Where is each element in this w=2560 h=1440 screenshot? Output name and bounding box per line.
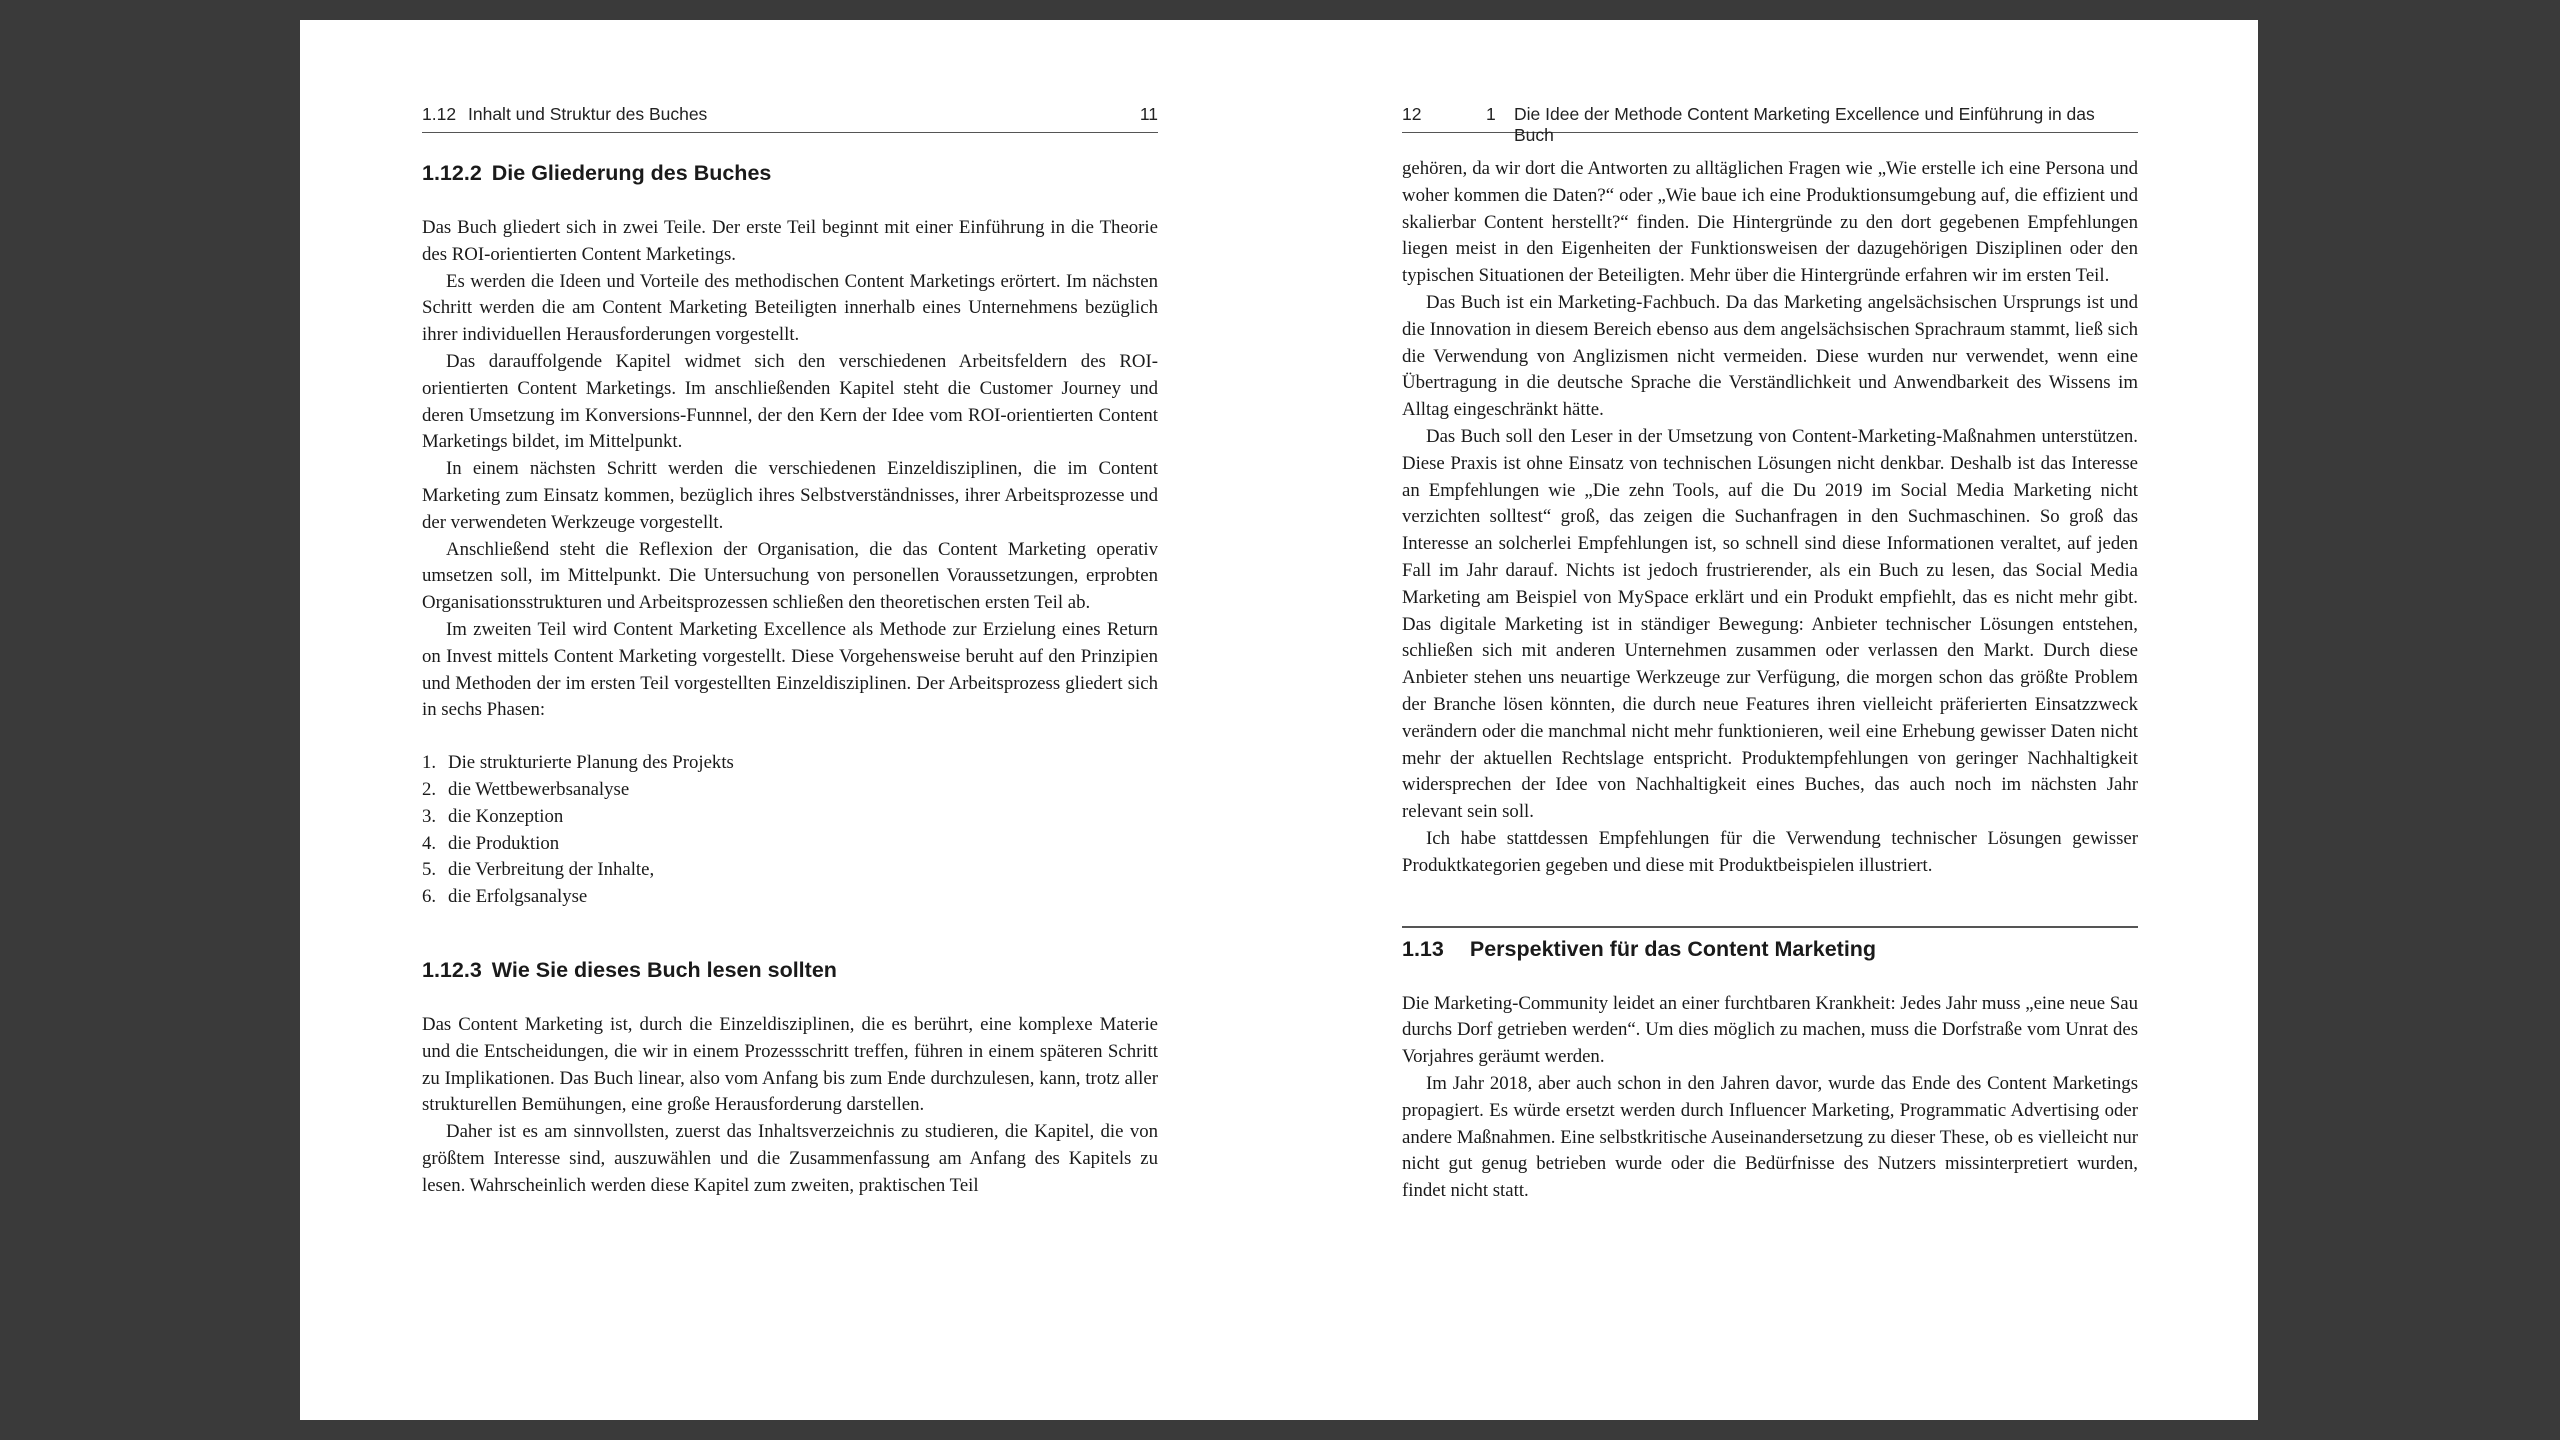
paragraph: In einem nächsten Schritt werden die verschiedenen Einzeldisziplinen, die im Content Marketing zum Einsatz kommen, bezüglich ihres Selbstverständnisses, ihrer Arbeitsprozesse und der verwendeten Werkzeuge vorgestellt. — [422, 458, 1158, 533]
paragraph: Daher ist es am sinnvollsten, zuerst das Inhaltsverzeichnis zu studieren, die Kapitel, die von größtem Interesse sind, auszuwählen und die Zusammenfassung am Anfang des Kapitels zu lesen. Wahrscheinlich werden diese Kapitel zum zweiten, praktischen Teil — [422, 1121, 1158, 1196]
section-heading-1-12-2 — [422, 160, 1158, 187]
paragraph: Ich habe stattdessen Empfehlungen für die Verwendung technischer Lösungen gewisser Produktkategorien gegeben und diese mit Produktbeispielen illustriert. — [1402, 827, 2138, 876]
paragraph: Das Content Marketing ist, durch die Einzeldisziplinen, die es berührt, eine komplexe Materie und die Entscheidungen, die wir in einem Prozessschritt treffen, führen in einem späteren Schritt zu Implikationen. Das Buch linear, also vom Anfang bis zum Ende durchzulesen, kann, trotz aller strukturellen Bemühungen, eine große Herausforderung darstellen. — [422, 1013, 1158, 1116]
paragraph: Das Buch gliedert sich in zwei Teile. Der erste Teil beginnt mit einer Einführung in die Theorie des ROI-orientierten Content Marketings. — [422, 217, 1158, 265]
running-head-section-number: 1.12 — [422, 104, 457, 124]
running-head-section-title: Inhalt und Struktur des Buches — [468, 104, 708, 124]
paragraph: Im zweiten Teil wird Content Marketing Excellence als Methode zur Erzielung eines Return on Invest mittels Content Marketing vorgestellt. Diese Vorgehensweise beruht auf den Prinzipien und Methoden der im ersten Teil vorgestellten Einzeldisziplinen. Der Arbeitsprozess gliedert sich in sechs Phasen: — [422, 618, 1158, 721]
section-heading-1-12-3 — [422, 957, 1158, 984]
running-head-chapter-title: Die Idee der Methode Content Marketing Excellence und Einführung in das Buch — [1514, 104, 2095, 145]
book-spread — [300, 20, 2258, 1420]
running-head-left — [422, 102, 1158, 133]
paragraph: gehören, da wir dort die Antworten zu alltäglichen Fragen wie „Wie erstelle ich eine Persona und woher kommen die Daten?“ oder „Wie baue ich eine Produktionsumgebung auf, die effizient und skalierbar Content herstellt?“ finden. Die Hintergründe zu den dort gegebenen Empfehlungen liegen meist in den Eigenheiten der Funktionsweisen der dazugehörigen Disziplinen oder den typischen Situationen der Beteiligten. Mehr über die Hintergründe erfahren wir im ersten Teil. — [1402, 158, 2138, 287]
section-heading-1-13 — [1402, 926, 2138, 963]
right-page-body — [1402, 156, 2138, 1205]
section-number: 1.12.3 — [422, 957, 482, 982]
paragraph: Anschließend steht die Reflexion der Organisation, die das Content Marketing operativ umsetzen soll, im Mittelpunkt. Die Untersuchung von personellen Voraussetzungen, erprobten Organisationsstrukturen und Arbeitsprozessen schließen den theoretischen ersten Teil ab. — [422, 538, 1158, 614]
list-item: 3. die Konzeption — [422, 805, 564, 827]
section-number: 1.13 — [1402, 936, 1444, 961]
running-head-right — [1402, 102, 2138, 145]
phases-list — [422, 750, 1158, 911]
paragraph: Die Marketing-Community leidet an einer furchtbaren Krankheit: Jedes Jahr muss „eine neue Sau durchs Dorf getrieben werden“. Um dies möglich zu machen, muss die Dorfstraße vom Unrat des Vorjahres geräumt werden. — [1402, 992, 2138, 1068]
list-item: 1. Die strukturierte Planung des Projekts — [422, 752, 734, 774]
page-number: 12 — [1402, 104, 1422, 124]
section-title: Die Gliederung des Buches — [491, 161, 772, 185]
page-number: 11 — [1139, 104, 1158, 124]
section-title: Wie Sie dieses Buch lesen sollten — [491, 957, 837, 982]
paragraph: Im Jahr 2018, aber auch schon in den Jahren davor, wurde das Ende des Content Marketings propagiert. Es würde ersetzt werden durch Influencer Marketing, Programmatic Advertising oder andere Maßnahmen. Eine selbstkritische Auseinandersetzung zu dieser These, ob es vielleicht nur nicht gut genug betrieben wurde oder die Bedürfnisse des Nutzers missinterpretiert wurden, findet nicht statt. — [1402, 1072, 2138, 1202]
list-item: 4. die Produktion — [422, 832, 560, 854]
list-item: 5. die Verbreitung der Inhalte, — [422, 859, 655, 881]
paragraph: Das darauffolgende Kapitel widmet sich den verschiedenen Arbeitsfeldern des ROI-orientierten Content Marketings. Im anschließenden Kapitel steht die Customer Journey und deren Umsetzung im Konversions-Funnnel, der den Kern der Idee vom ROI-orientierten Content Marketings bildet, im Mittelpunkt. — [422, 350, 1158, 453]
paragraph: Das Buch ist ein Marketing-Fachbuch. Da das Marketing angelsächsischen Ursprungs ist und die Innovation in diesem Bereich ebenso aus dem angelsächsischen Sprachraum stammt, ließ sich die Verwendung von Anglizismen nicht vermeiden. Diese wurden nur verwendet, wenn eine Übertragung in die deutsche Sprache die Verständlichkeit und Anwendbarkeit des Wissens im Alltag eingeschränkt hätte. — [1402, 291, 2138, 421]
section-title: Perspektiven für das Content Marketing — [1469, 936, 1877, 961]
list-item: 2. die Wettbewerbsanalyse — [422, 778, 630, 800]
left-page-body — [422, 160, 1158, 1200]
section-number: 1.12.2 — [422, 161, 482, 185]
list-item: 6. die Erfolgsanalyse — [422, 886, 588, 908]
paragraph: Das Buch soll den Leser in der Umsetzung von Content-Marketing-Maßnahmen unterstützen. Diese Praxis ist ohne Einsatz von technischen Lösungen nicht denkbar. Deshalb ist das Interesse an Empfehlungen wie „Die zehn Tools, auf die Du 2019 im Social Media Marketing nicht verzichten solltest“ groß, das zeigen die Suchanfragen in den Suchmaschinen. So groß das Interesse an solcherlei Empfehlungen ist, so schnell sind diese Informationen veraltet, auf jeden Fall im Jahr darauf. Nichts ist jedoch frustrierender, als ein Buch zu lesen, das Social Media Marketing am Beispiel von MySpace erklärt und ein Produkt empfiehlt, das es nicht mehr gibt. Das digitale Marketing ist in ständiger Bewegung: Anbieter technischer Lösungen entstehen, schließen sich mit anderen Unternehmen zusammen oder verlassen den Markt. Durch diese Anbieter stehen uns neuartige Werkzeuge zur Verfügung, die morgen schon das größte Problem der Branche lösen könnten, die durch neue Features ihren vielleicht präferierten Einsatzzweck verändern oder die manchmal nicht mehr funktionieren, weil eine Erhebung gewisser Daten nicht mehr der aktuellen Rechtslage entspricht. Produktempfehlungen von geringer Nachhaltigkeit widersprechen der Idee von Nachhaltigkeit eines Buches, das auch noch im nächsten Jahr relevant sein soll. — [1402, 425, 2138, 823]
running-head-chapter-number: 1 — [1486, 104, 1496, 124]
paragraph: Es werden die Ideen und Vorteile des methodischen Content Marketings erörtert. Im nächsten Schritt werden die am Content Marketing Beteiligten innerhalb eines Unternehmens bezüglich ihrer individuellen Herausforderungen vorgestellt. — [422, 270, 1158, 346]
